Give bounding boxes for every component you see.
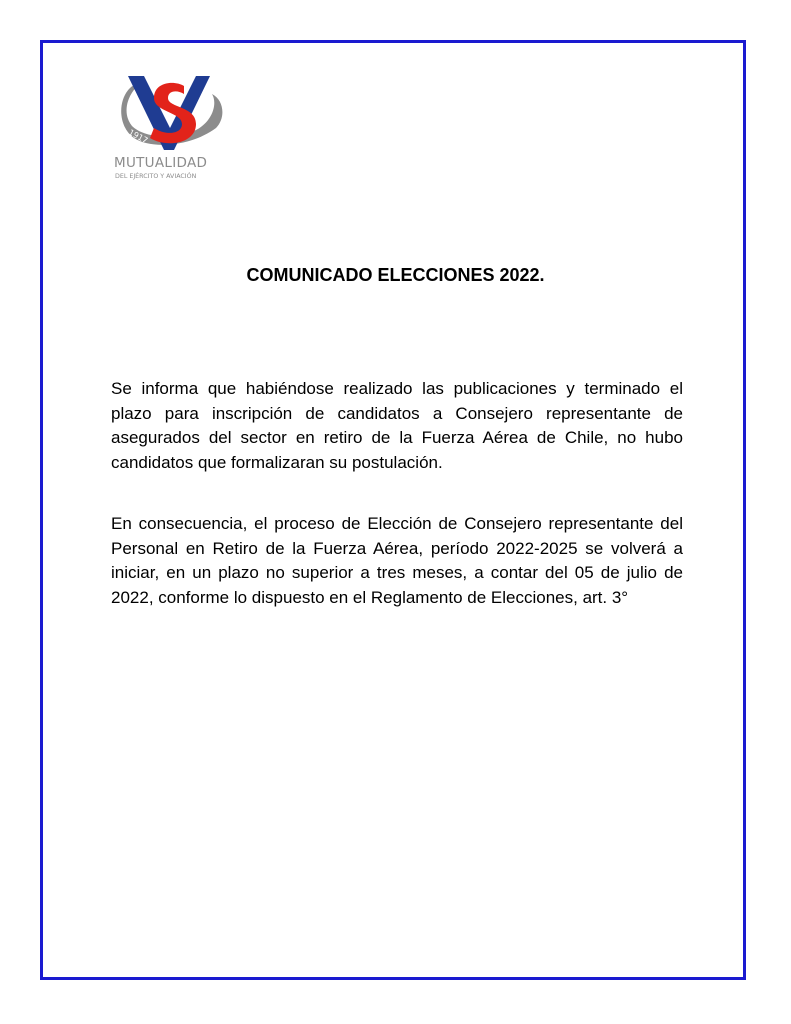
- logo-subtitle: DEL EJÉRCITO Y AVIACIÓN: [115, 173, 197, 180]
- document-title: COMUNICADO ELECCIONES 2022.: [246, 265, 545, 285]
- logo-year: 1917: [127, 127, 150, 146]
- paragraph-1: Se informa que habiéndose realizado las publicaciones y terminado el plazo para inscripción de candidatos a Consejero representante de asegurados del sector en retiro de la Fuerza Aérea de Chile, no hubo candidatos que formalizaran su postulación.: [111, 379, 683, 472]
- logo-emblem-icon: [112, 72, 226, 156]
- mutualidad-logo: [110, 72, 228, 187]
- paragraph-2: En consecuencia, el proceso de Elección de Consejero representante del Personal en Retiro de la Fuerza Aérea, período 2022-2025 se volverá a iniciar, en un plazo no superior a tres meses, a contar del 05 de julio de 2022, conforme lo dispuesto en el Reglamento de Elecciones, art. 3°: [111, 514, 683, 607]
- logo-name: MUTUALIDAD: [114, 155, 208, 171]
